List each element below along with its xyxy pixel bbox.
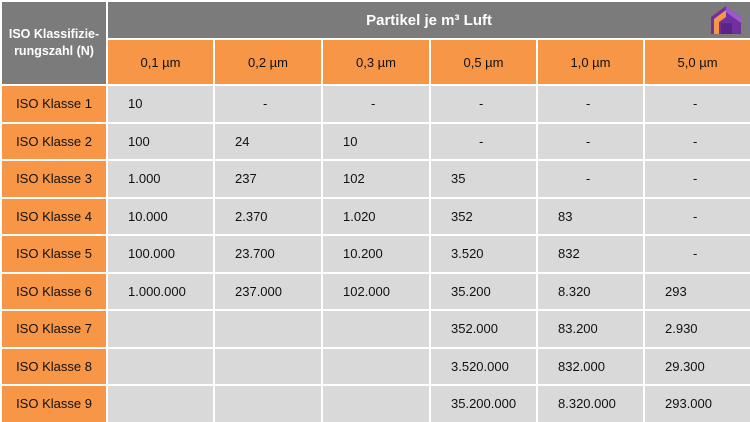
table-cell: 35	[430, 160, 537, 198]
table-cell: 3.520	[430, 235, 537, 273]
particle-size-header: 1,0 µm	[537, 39, 644, 85]
table-cell: -	[537, 123, 644, 161]
table-cell: 8.320.000	[537, 385, 644, 422]
table-row	[1, 160, 750, 198]
table-cell	[107, 348, 214, 386]
table-cell: 100	[107, 123, 214, 161]
table-cell	[107, 385, 214, 422]
particle-size-header: 0,5 µm	[430, 39, 537, 85]
table-row	[1, 198, 750, 236]
table-cell	[322, 348, 430, 386]
table-cell: 237	[214, 160, 322, 198]
table-row	[1, 85, 750, 123]
table-cell: -	[644, 160, 750, 198]
iso-class-label: ISO Klasse 3	[1, 160, 107, 198]
iso-class-label: ISO Klasse 1	[1, 85, 107, 123]
table-row	[1, 310, 750, 348]
table-cell: 100.000	[107, 235, 214, 273]
table-cell: 102.000	[322, 273, 430, 311]
particle-size-header: 0,1 µm	[107, 39, 214, 85]
iso-class-label: ISO Klasse 4	[1, 198, 107, 236]
table-cell: -	[644, 235, 750, 273]
particle-size-header: 5,0 µm	[644, 39, 750, 85]
table-cell: 29.300	[644, 348, 750, 386]
table-cell	[322, 310, 430, 348]
table-cell	[107, 310, 214, 348]
table-cell: -	[644, 198, 750, 236]
table-cell: 102	[322, 160, 430, 198]
particle-size-header: 0,2 µm	[214, 39, 322, 85]
group-header-label: Partikel je m³ Luft	[366, 11, 492, 29]
table-cell	[322, 385, 430, 422]
table-cell: -	[430, 123, 537, 161]
table-cell: -	[430, 85, 537, 123]
corner-label-line2: rungszahl (N)	[14, 44, 94, 58]
table-cell: 293.000	[644, 385, 750, 422]
iso-class-label: ISO Klasse 9	[1, 385, 107, 422]
table-cell: 10	[322, 123, 430, 161]
table-row	[1, 235, 750, 273]
table-cell: -	[644, 123, 750, 161]
table-cell: 1.020	[322, 198, 430, 236]
table-cell: 35.200	[430, 273, 537, 311]
iso-class-label: ISO Klasse 5	[1, 235, 107, 273]
table-cell: -	[214, 85, 322, 123]
house-logo-icon	[710, 5, 742, 35]
table-cell: 352	[430, 198, 537, 236]
table-cell: 352.000	[430, 310, 537, 348]
table-row	[1, 385, 750, 422]
particle-size-header: 0,3 µm	[322, 39, 430, 85]
table-cell	[214, 348, 322, 386]
iso-class-label: ISO Klasse 2	[1, 123, 107, 161]
iso-class-rows	[1, 85, 750, 422]
table-cell: 2.370	[214, 198, 322, 236]
table-cell: -	[537, 160, 644, 198]
table-cell: 83	[537, 198, 644, 236]
table-cell: 35.200.000	[430, 385, 537, 422]
table-cell: 10	[107, 85, 214, 123]
table-cell: 8.320	[537, 273, 644, 311]
group-header	[107, 1, 750, 39]
table-cell: -	[644, 85, 750, 123]
iso-class-label: ISO Klasse 6	[1, 273, 107, 311]
iso-class-label: ISO Klasse 7	[1, 310, 107, 348]
table-cell	[214, 310, 322, 348]
table-cell: 2.930	[644, 310, 750, 348]
particle-size-header-row	[1, 39, 750, 85]
iso-class-label: ISO Klasse 8	[1, 348, 107, 386]
table-cell: 832.000	[537, 348, 644, 386]
table-row	[1, 348, 750, 386]
table-cell: -	[322, 85, 430, 123]
table-cell: 24	[214, 123, 322, 161]
table-cell: 1.000	[107, 160, 214, 198]
table-cell: 832	[537, 235, 644, 273]
table-cell: 237.000	[214, 273, 322, 311]
table-cell: -	[537, 85, 644, 123]
table-cell: 293	[644, 273, 750, 311]
table-cell: 23.700	[214, 235, 322, 273]
table-cell: 1.000.000	[107, 273, 214, 311]
table-cell: 3.520.000	[430, 348, 537, 386]
table-row	[1, 123, 750, 161]
corner-header	[1, 1, 107, 85]
table-cell	[214, 385, 322, 422]
table-row	[1, 273, 750, 311]
table-cell: 10.000	[107, 198, 214, 236]
table-cell: 83.200	[537, 310, 644, 348]
corner-label-line1: ISO Klassifizie-	[8, 27, 100, 41]
table-cell: 10.200	[322, 235, 430, 273]
